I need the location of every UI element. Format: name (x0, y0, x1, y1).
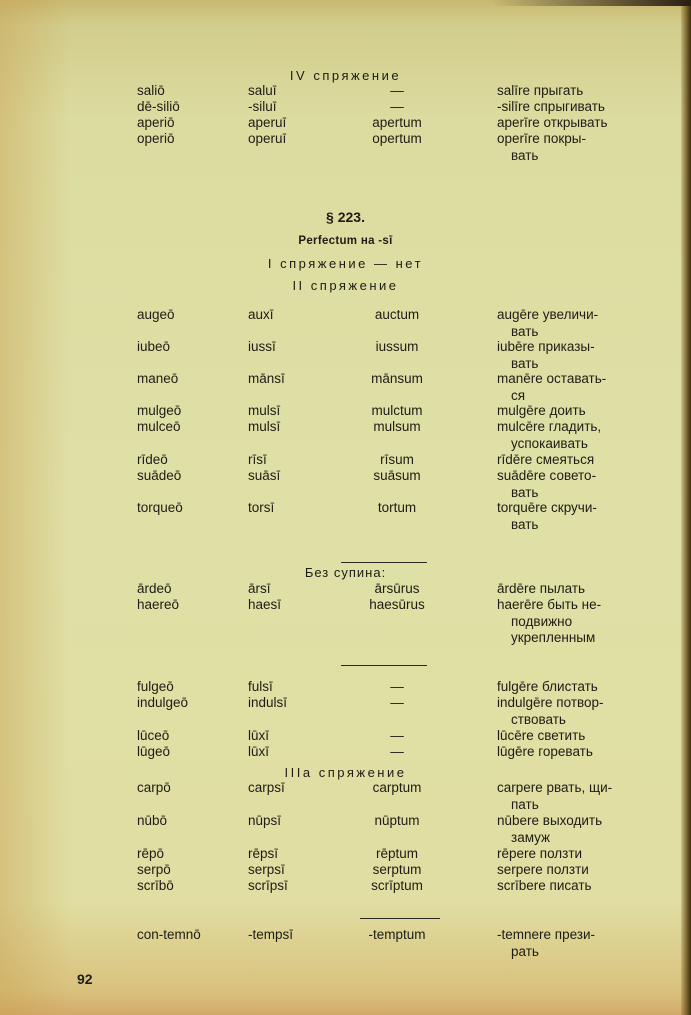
infinitive-translation (497, 468, 647, 501)
infinitive-text: fulgēre блистать (497, 679, 598, 694)
perfect-form: indulsī (248, 695, 288, 710)
perfect-form: serpsī (248, 862, 285, 877)
infinitive-text: ārdēre пылать (497, 581, 586, 596)
page-edge (681, 0, 691, 1015)
present-form: saliō (137, 83, 165, 98)
perfect-form: carpsī (248, 780, 285, 795)
infinitive-translation (497, 581, 647, 598)
perfect-form: rīsī (248, 452, 267, 467)
supine-form: — (390, 83, 404, 98)
heading-no-supine: Без супина: (304, 565, 387, 580)
present-form: lūceō (137, 728, 170, 743)
infinitive-translation (497, 878, 647, 895)
infinitive-translation (497, 83, 647, 100)
infinitive-translation (497, 339, 647, 372)
perfect-form: mulsī (248, 419, 281, 434)
infinitive-translation (497, 679, 647, 696)
infinitive-text: scrībere писать (497, 878, 592, 893)
supine-form: — (390, 728, 404, 743)
heading-iv-conjugation: IV спряжение (289, 68, 402, 83)
perfect-form: fulsī (248, 679, 273, 694)
present-form: carpō (137, 780, 171, 795)
present-form: indulgeō (137, 695, 189, 710)
infinitive-text: haerēre быть не- (497, 597, 602, 612)
perfect-form: saluī (248, 83, 277, 98)
infinitive-translation (497, 131, 647, 164)
present-form: serpō (137, 862, 171, 877)
infinitive-text: mulgēre доить (497, 403, 586, 418)
translation-continuation: вать (511, 147, 539, 163)
infinitive-translation (497, 452, 647, 469)
translation-continuation: вать (511, 323, 539, 339)
infinitive-text: -temnere прези- (497, 927, 596, 942)
infinitive-translation (497, 780, 647, 813)
infinitive-text: lūcēre светить (497, 728, 586, 743)
translation-continuation: вать (511, 516, 539, 532)
perfect-form: torsī (248, 500, 275, 515)
infinitive-translation (497, 419, 647, 452)
infinitive-translation (497, 927, 647, 960)
infinitive-translation (497, 597, 647, 647)
infinitive-text: manēre оставать- (497, 371, 607, 386)
infinitive-translation (497, 371, 647, 404)
supine-form: scrīptum (371, 878, 423, 893)
present-form: ārdeō (137, 581, 172, 596)
infinitive-translation (497, 728, 647, 745)
supine-form: opertum (372, 131, 422, 146)
perfect-form: iussī (248, 339, 276, 354)
page-shading (0, 0, 70, 1015)
present-form: mulceō (137, 419, 181, 434)
present-form: torqueō (137, 500, 183, 515)
perfect-form: ārsī (248, 581, 271, 596)
infinitive-text: augēre увеличи- (497, 307, 599, 322)
infinitive-text: lūgēre горевать (497, 744, 593, 759)
supine-form: -temptum (368, 927, 426, 942)
heading-i-conjugation: I спряжение — нет (267, 256, 424, 271)
present-form: fulgeō (137, 679, 174, 694)
perfect-form: -siluī (248, 99, 277, 114)
perfect-form: aperuī (248, 115, 287, 130)
infinitive-translation (497, 99, 647, 116)
perfect-form: auxī (248, 307, 274, 322)
present-form: mulgeō (137, 403, 182, 418)
present-form: scrībō (137, 878, 174, 893)
perfect-form: rēpsī (248, 846, 279, 861)
supine-form: — (390, 695, 404, 710)
infinitive-text: serpere ползти (497, 862, 589, 877)
perfect-form: lūxī (248, 728, 270, 743)
supine-form: mulsum (373, 419, 421, 434)
infinitive-text: aperīre открывать (497, 115, 608, 130)
supine-form: mānsum (371, 371, 423, 386)
perfect-form: mulsī (248, 403, 281, 418)
infinitive-text: carpere рвать, щи- (497, 780, 613, 795)
present-form: nūbō (137, 813, 168, 828)
translation-continuation: рать (511, 943, 539, 959)
supine-form: — (390, 679, 404, 694)
page-number: 92 (77, 971, 93, 987)
heading-iiia-conjugation: IIIa спряжение (284, 765, 407, 780)
infinitive-translation (497, 115, 647, 132)
infinitive-text: rīdēre смеяться (497, 452, 595, 467)
section-subtitle: Perfectum на -sī (298, 235, 393, 247)
perfect-form: operuī (248, 131, 287, 146)
present-form: aperiō (137, 115, 175, 130)
translation-continuation: пать (511, 796, 539, 812)
present-form: lūgeō (137, 744, 171, 759)
infinitive-translation (497, 500, 647, 533)
present-form: haereō (137, 597, 180, 612)
infinitive-translation (497, 403, 647, 420)
translation-continuation: вать (511, 355, 539, 371)
infinitive-text: suādēre совето- (497, 468, 597, 483)
perfect-form: lūxī (248, 744, 270, 759)
present-form: rēpō (137, 846, 165, 861)
infinitive-translation (497, 846, 647, 863)
translation-continuation: подвижно укрепленным (511, 613, 596, 645)
infinitive-text: -silīre спрыгивать (497, 99, 605, 114)
present-form: con-temnō (137, 927, 201, 942)
present-form: maneō (137, 371, 179, 386)
perfect-form: nūpsī (248, 813, 282, 828)
supine-form: mulctum (371, 403, 423, 418)
infinitive-text: mulcēre гладить, (497, 419, 602, 434)
supine-form: carptum (372, 780, 422, 795)
supine-form: — (390, 99, 404, 114)
supine-form: tortum (377, 500, 417, 515)
supine-form: rīsum (380, 452, 414, 467)
page-shadow (491, 0, 691, 6)
section-number: § 223. (326, 209, 365, 225)
translation-continuation: вать (511, 484, 539, 500)
translation-continuation: ся (511, 387, 526, 403)
heading-ii-conjugation: II спряжение (292, 278, 399, 293)
supine-form: haesūrus (369, 597, 425, 612)
infinitive-text: indulgēre потвор- (497, 695, 604, 710)
translation-continuation: ствовать (511, 711, 566, 727)
infinitive-text: iubēre приказы- (497, 339, 595, 354)
supine-form: ārsūrus (374, 581, 420, 596)
present-form: operiō (137, 131, 175, 146)
supine-form: iussum (375, 339, 419, 354)
perfect-form: scrīpsī (248, 878, 288, 893)
infinitive-translation (497, 307, 647, 340)
infinitive-text: nūbere выходить (497, 813, 603, 828)
present-form: augeō (137, 307, 175, 322)
infinitive-translation (497, 744, 647, 761)
infinitive-text: operīre покры- (497, 131, 586, 146)
supine-form: apertum (372, 115, 422, 130)
supine-form: — (390, 744, 404, 759)
infinitive-text: salīre прыгать (497, 83, 584, 98)
infinitive-translation (497, 813, 647, 846)
divider (360, 918, 440, 919)
infinitive-translation (497, 695, 647, 728)
perfect-form: haesī (248, 597, 282, 612)
supine-form: serptum (372, 862, 422, 877)
infinitive-translation (497, 862, 647, 879)
infinitive-text: torquēre скручи- (497, 500, 597, 515)
infinitive-text: rēpere ползти (497, 846, 583, 861)
divider (341, 665, 427, 666)
supine-form: rēptum (375, 846, 419, 861)
perfect-form: mānsī (248, 371, 285, 386)
perfect-form: suāsī (248, 468, 281, 483)
present-form: rīdeō (137, 452, 168, 467)
divider (341, 562, 427, 563)
supine-form: nūptum (374, 813, 420, 828)
translation-continuation: успокаивать (511, 435, 588, 451)
supine-form: auctum (374, 307, 420, 322)
supine-form: suāsum (373, 468, 421, 483)
present-form: suādeō (137, 468, 182, 483)
perfect-form: -tempsī (248, 927, 294, 942)
present-form: dē-siliō (137, 99, 180, 114)
present-form: iubeō (137, 339, 171, 354)
translation-continuation: замуж (511, 829, 551, 845)
